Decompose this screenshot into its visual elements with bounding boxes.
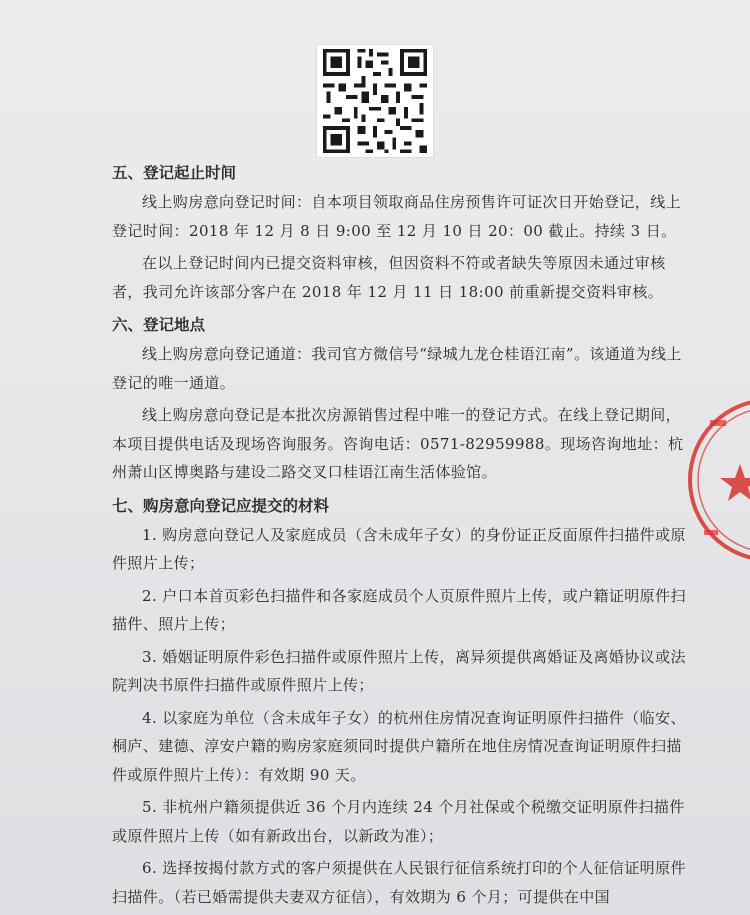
section-heading: 七、购房意向登记应提交的材料 xyxy=(112,495,330,515)
list-item: 3. 婚姻证明原件彩色扫描件或原件照片上传，离异须提供离婚证及离婚协议或法院判决书原件扫描件或原件照片上传； xyxy=(112,647,686,694)
qr-code xyxy=(316,44,434,158)
list-item: 5. 非杭州户籍须提供近 36 个月内连续 24 个月社保或个税缴交证明原件扫描件或原件照片上传（如有新政出台，以新政为准）； xyxy=(112,798,685,845)
section-registration-location xyxy=(112,310,692,487)
section-heading: 五、登记起止时间 xyxy=(112,163,237,182)
qr-code-image xyxy=(317,45,433,157)
paragraph: 线上购房意向登记时间：自本项目领取商品住房预售许可证次日开始登记，线上登记时间：2018 年 12 月 8 日 9:00 至 12 月 10 日 20：00 截止。持续 3 日。 xyxy=(112,193,682,240)
section-heading: 六、登记地点 xyxy=(112,315,206,334)
paragraph: 在以上登记时间内已提交资料审核，但因资料不符或者缺失等原因未通过审核者，我司允许该部分客户在 2018 年 12 月 11 日 18:00 前重新提交资料审核。 xyxy=(112,254,666,301)
list-item: 2. 户口本首页彩色扫描件和各家庭成员个人页原件照片上传，或户籍证明原件扫描件、照片上传； xyxy=(112,586,686,633)
seal-image xyxy=(680,390,750,570)
list-item: 6. 选择按揭付款方式的客户须提供在人民银行征信系统打印的个人征信证明原件扫描件。（若已婚需提供夫妻双方征信），有效期为 6 个月；可提供在中国 xyxy=(112,859,686,906)
section-required-materials xyxy=(112,491,692,912)
paragraph: 线上购房意向登记是本批次房源销售过程中唯一的登记方式。在线上登记期间，本项目提供电话及现场咨询服务。咨询电话：0571-82959988。现场咨询地址：杭州萧山区博奥路与建设二路交叉口桂语江南生活体验馆。 xyxy=(112,406,684,481)
paragraph: 线上购房意向登记通道：我司官方微信号“绿城九龙仓桂语江南”。该通道为线上登记的唯一通道。 xyxy=(112,345,682,392)
list-item: 1. 购房意向登记人及家庭成员（含未成年子女）的身份证正反面原件扫描件或原件照片上传； xyxy=(112,525,686,572)
red-seal-stamp xyxy=(680,390,750,570)
section-registration-time xyxy=(112,158,692,306)
document-body xyxy=(112,158,692,915)
list-item: 4. 以家庭为单位（含未成年子女）的杭州住房情况查询证明原件扫描件（临安、桐庐、建德、淳安户籍的购房家庭须同时提供户籍所在地住房情况查询证明原件扫描件或原件照片上传）：有效期 90 天。 xyxy=(112,708,686,784)
